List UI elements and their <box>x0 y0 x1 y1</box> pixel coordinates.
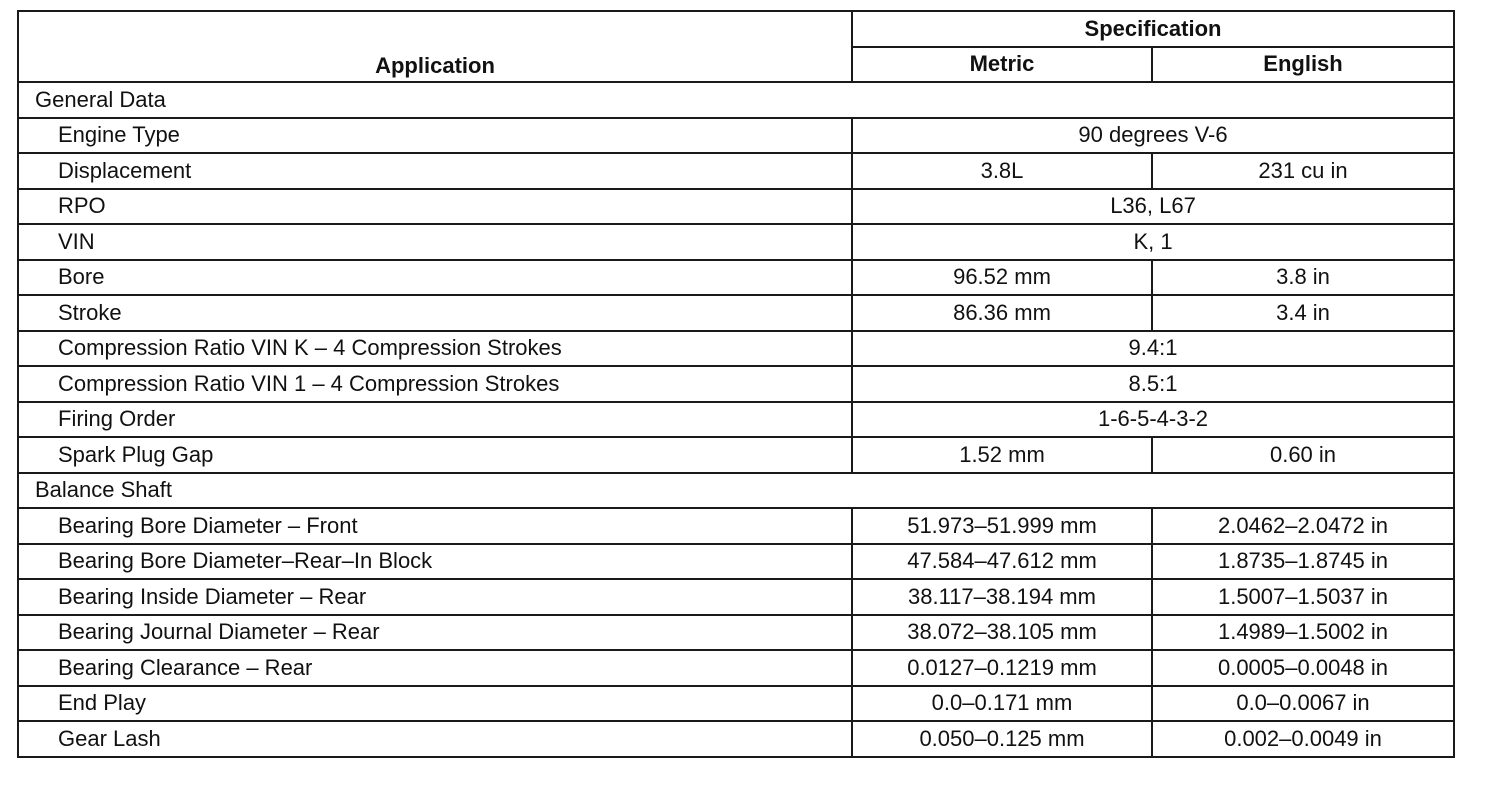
row-label: Bearing Inside Diameter – Rear <box>18 579 852 615</box>
metric-value: 51.973–51.999 mm <box>852 508 1152 544</box>
row-label: Compression Ratio VIN 1 – 4 Compression Strokes <box>18 366 852 402</box>
metric-value: 38.117–38.194 mm <box>852 579 1152 615</box>
engine-specification-table <box>17 10 1455 758</box>
row-label: Bearing Bore Diameter – Front <box>18 508 852 544</box>
row-label: Displacement <box>18 153 852 189</box>
row-label: Bearing Journal Diameter – Rear <box>18 615 852 651</box>
section-title: Balance Shaft <box>18 473 1454 509</box>
row-label: End Play <box>18 686 852 722</box>
row-label: Bearing Clearance – Rear <box>18 650 852 686</box>
table-row <box>18 544 1454 580</box>
english-value: 231 cu in <box>1152 153 1454 189</box>
metric-value: 38.072–38.105 mm <box>852 615 1152 651</box>
combined-value: K, 1 <box>852 224 1454 260</box>
english-value: 1.4989–1.5002 in <box>1152 615 1454 651</box>
section-row <box>18 473 1454 509</box>
metric-value: 0.0–0.171 mm <box>852 686 1152 722</box>
metric-value: 0.0127–0.1219 mm <box>852 650 1152 686</box>
section-title: General Data <box>18 82 1454 118</box>
row-label: Bearing Bore Diameter–Rear–In Block <box>18 544 852 580</box>
table-row <box>18 224 1454 260</box>
metric-value: 86.36 mm <box>852 295 1152 331</box>
row-label: Engine Type <box>18 118 852 154</box>
metric-header: Metric <box>852 47 1152 83</box>
table-row <box>18 615 1454 651</box>
row-label: Bore <box>18 260 852 296</box>
english-header: English <box>1152 47 1454 83</box>
metric-value: 0.050–0.125 mm <box>852 721 1152 757</box>
table-body <box>18 82 1454 757</box>
table-row <box>18 721 1454 757</box>
row-label: Stroke <box>18 295 852 331</box>
table-row <box>18 260 1454 296</box>
english-value: 0.0005–0.0048 in <box>1152 650 1454 686</box>
metric-value: 47.584–47.612 mm <box>852 544 1152 580</box>
combined-value: L36, L67 <box>852 189 1454 225</box>
table-row <box>18 508 1454 544</box>
row-label: RPO <box>18 189 852 225</box>
combined-value: 90 degrees V-6 <box>852 118 1454 154</box>
table-row <box>18 579 1454 615</box>
specification-header: Specification <box>852 11 1454 47</box>
table-row <box>18 331 1454 367</box>
section-row <box>18 82 1454 118</box>
table-row <box>18 295 1454 331</box>
english-value: 0.60 in <box>1152 437 1454 473</box>
row-label: VIN <box>18 224 852 260</box>
table-row <box>18 366 1454 402</box>
table-row <box>18 189 1454 225</box>
table-row <box>18 437 1454 473</box>
table-row <box>18 650 1454 686</box>
table-row <box>18 153 1454 189</box>
english-value: 1.5007–1.5037 in <box>1152 579 1454 615</box>
metric-value: 3.8L <box>852 153 1152 189</box>
row-label: Gear Lash <box>18 721 852 757</box>
table-row <box>18 118 1454 154</box>
combined-value: 9.4:1 <box>852 331 1454 367</box>
english-value: 0.002–0.0049 in <box>1152 721 1454 757</box>
row-label: Compression Ratio VIN K – 4 Compression Strokes <box>18 331 852 367</box>
metric-value: 96.52 mm <box>852 260 1152 296</box>
english-value: 0.0–0.0067 in <box>1152 686 1454 722</box>
combined-value: 1-6-5-4-3-2 <box>852 402 1454 438</box>
combined-value: 8.5:1 <box>852 366 1454 402</box>
english-value: 3.8 in <box>1152 260 1454 296</box>
table-row <box>18 402 1454 438</box>
english-value: 2.0462–2.0472 in <box>1152 508 1454 544</box>
english-value: 1.8735–1.8745 in <box>1152 544 1454 580</box>
row-label: Firing Order <box>18 402 852 438</box>
metric-value: 1.52 mm <box>852 437 1152 473</box>
english-value: 3.4 in <box>1152 295 1454 331</box>
table-row <box>18 686 1454 722</box>
row-label: Spark Plug Gap <box>18 437 852 473</box>
application-header: Application <box>18 11 852 82</box>
